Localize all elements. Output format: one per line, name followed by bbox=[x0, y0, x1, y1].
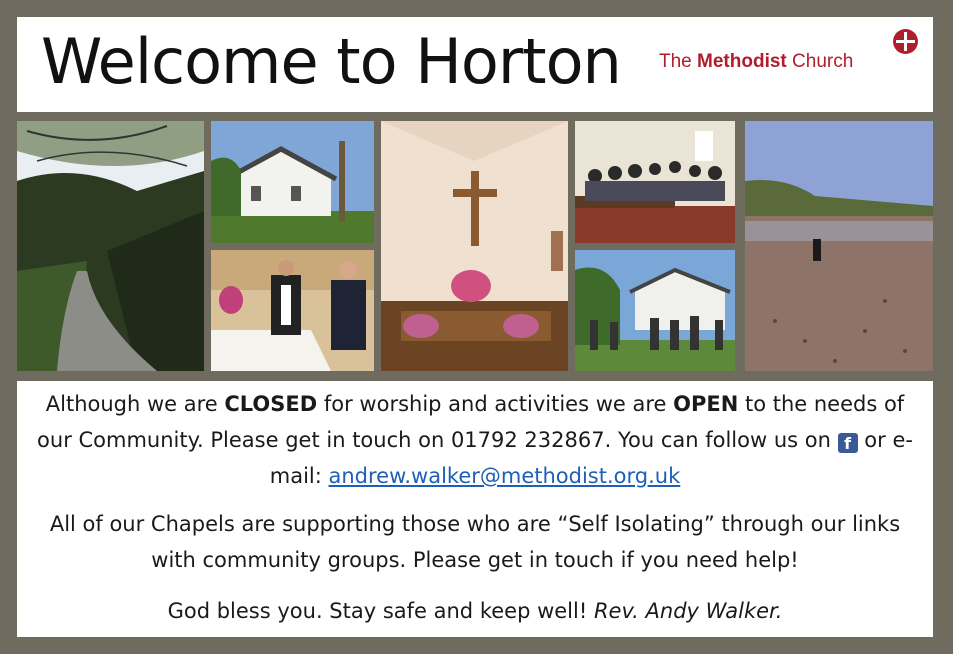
message-panel bbox=[17, 381, 933, 637]
page-title: Welcome to Horton bbox=[41, 25, 621, 98]
open-emphasis: OPEN bbox=[673, 392, 739, 416]
photo-white-chapel bbox=[211, 121, 374, 243]
signature: Rev. Andy Walker. bbox=[593, 599, 783, 623]
paragraph-self-isolating: All of our Chapels are supporting those who are “Self Isolating” through our links with community groups. Please get in touch if you need help! bbox=[49, 512, 901, 572]
photo-chapel-interior bbox=[381, 121, 568, 371]
header-banner bbox=[17, 17, 933, 112]
methodist-cross-logo-icon bbox=[893, 29, 918, 54]
brand-bold: Methodist bbox=[697, 51, 787, 72]
p1-text-a: Although we are bbox=[45, 392, 225, 416]
photo-congregation bbox=[575, 121, 735, 243]
brand-prefix: The bbox=[659, 51, 692, 72]
paragraph-closed-open bbox=[37, 386, 913, 494]
email-link[interactable]: andrew.walker@methodist.org.uk bbox=[328, 464, 681, 488]
p1-text-c: to the needs of our Community. Please get in touch on 01792 232867. You can follow us on bbox=[37, 392, 905, 452]
blessing-text: God bless you. Stay safe and keep well! bbox=[167, 599, 594, 623]
photo-beach-dog bbox=[745, 121, 933, 371]
photo-gathering-outside bbox=[575, 250, 735, 371]
p1-text-d: or e-mail: bbox=[269, 428, 913, 488]
closed-emphasis: CLOSED bbox=[224, 392, 318, 416]
paragraph-blessing bbox=[37, 593, 913, 629]
methodist-church-brand bbox=[659, 51, 853, 73]
facebook-icon[interactable]: f bbox=[838, 433, 858, 453]
photo-wedding-signing bbox=[211, 250, 374, 371]
photo-country-lane bbox=[17, 121, 204, 371]
brand-suffix: Church bbox=[792, 51, 854, 72]
p1-text-b: for worship and activities we are bbox=[317, 392, 674, 416]
